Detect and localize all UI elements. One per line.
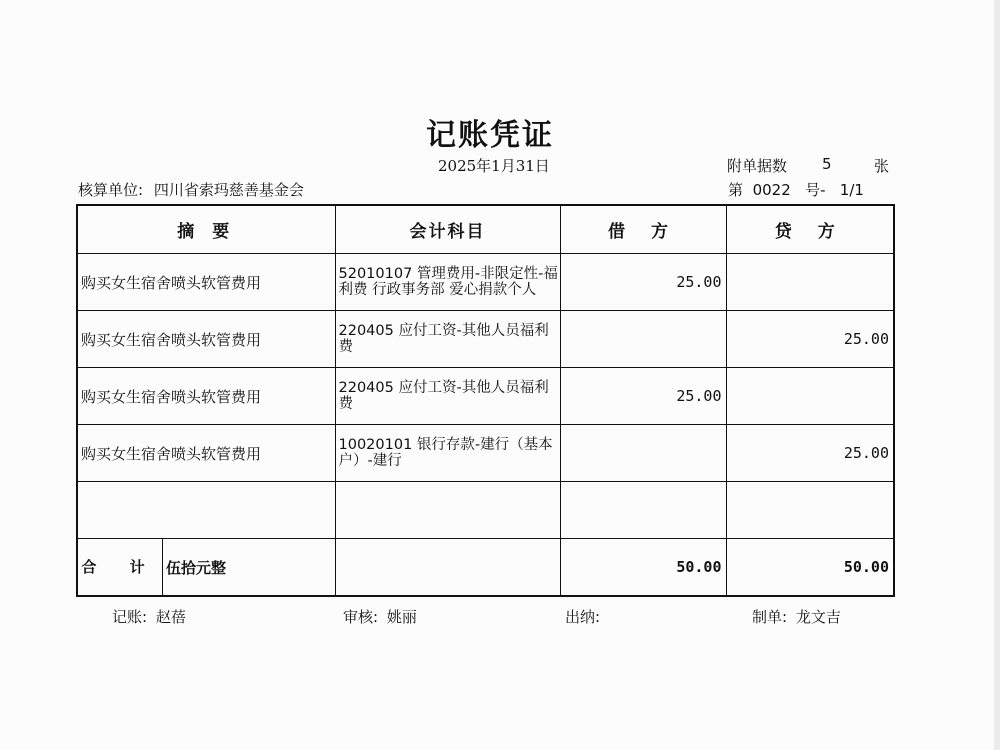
- row-debit: [560, 482, 726, 539]
- row-debit: 25.00: [560, 254, 726, 311]
- row-account: 52010107 管理费用-非限定性-福利费 行政事务部 爱心捐款个人: [335, 254, 560, 311]
- voucher-number: [728, 179, 864, 200]
- total-label: 合 计: [78, 539, 163, 595]
- footer-cashier: [565, 606, 604, 627]
- header-debit: 借 方: [560, 205, 726, 254]
- row-credit: 25.00: [726, 425, 894, 482]
- page-indicator: 1/1: [839, 181, 864, 199]
- row-credit: [726, 254, 894, 311]
- row-account: 10020101 银行存款-建行（基本户）-建行: [335, 425, 560, 482]
- row-credit: 25.00: [726, 311, 894, 368]
- number-label-pre: 第: [728, 181, 744, 199]
- preparer-label: 制单:: [752, 608, 788, 626]
- attachments-count: 5: [822, 155, 832, 173]
- total-cell: [77, 539, 335, 597]
- attachments-label: 附单据数: [727, 157, 788, 175]
- total-row: [77, 539, 894, 597]
- row-credit: [726, 482, 894, 539]
- footer-reviewer: [343, 606, 417, 627]
- row-summary: 购买女生宿舍喷头软管费用: [77, 311, 335, 368]
- table-row: [77, 425, 894, 482]
- row-summary: 购买女生宿舍喷头软管费用: [77, 425, 335, 482]
- table-row: [77, 254, 894, 311]
- row-debit: [560, 425, 726, 482]
- reviewer-name: 姚丽: [386, 608, 417, 626]
- row-summary: 购买女生宿舍喷头软管费用: [77, 254, 335, 311]
- row-account: [335, 482, 560, 539]
- footer-preparer: [752, 606, 841, 627]
- header-account: 会计科目: [335, 205, 560, 254]
- unit-label: 核算单位:: [78, 181, 144, 199]
- attachments-info: [727, 155, 890, 176]
- row-summary: 购买女生宿舍喷头软管费用: [77, 368, 335, 425]
- table-row: [77, 368, 894, 425]
- total-account-blank: [335, 539, 560, 597]
- attachments-unit: 张: [874, 157, 890, 175]
- row-credit: [726, 368, 894, 425]
- voucher-date: 2025年1月31日: [438, 157, 550, 175]
- voucher-title: 记账凭证: [426, 118, 554, 153]
- number-label-post: 号-: [805, 181, 826, 199]
- header-row: [77, 205, 894, 254]
- header-credit: 贷 方: [726, 205, 894, 254]
- voucher-table: [76, 204, 895, 597]
- bookkeeper-label: 记账:: [112, 608, 148, 626]
- number-value: 0022: [752, 181, 791, 199]
- footer-bookkeeper: [112, 606, 186, 627]
- row-account: 220405 应付工资-其他人员福利费: [335, 368, 560, 425]
- row-debit: 25.00: [560, 368, 726, 425]
- reviewer-label: 审核:: [343, 608, 379, 626]
- total-debit: 50.00: [560, 539, 726, 597]
- table-row: [77, 311, 894, 368]
- row-account: 220405 应付工资-其他人员福利费: [335, 311, 560, 368]
- total-credit: 50.00: [726, 539, 894, 597]
- scan-edge: [994, 0, 1000, 750]
- preparer-name: 龙文吉: [795, 608, 841, 626]
- header-summary: 摘 要: [77, 205, 335, 254]
- row-summary: [77, 482, 335, 539]
- cashier-label: 出纳:: [565, 608, 601, 626]
- table-row-empty: [77, 482, 894, 539]
- row-debit: [560, 311, 726, 368]
- total-amount-words: 伍拾元整: [166, 558, 227, 577]
- bookkeeper-name: 赵蓓: [155, 608, 186, 626]
- accounting-unit: [78, 179, 304, 200]
- unit-name: 四川省索玛慈善基金会: [153, 181, 304, 199]
